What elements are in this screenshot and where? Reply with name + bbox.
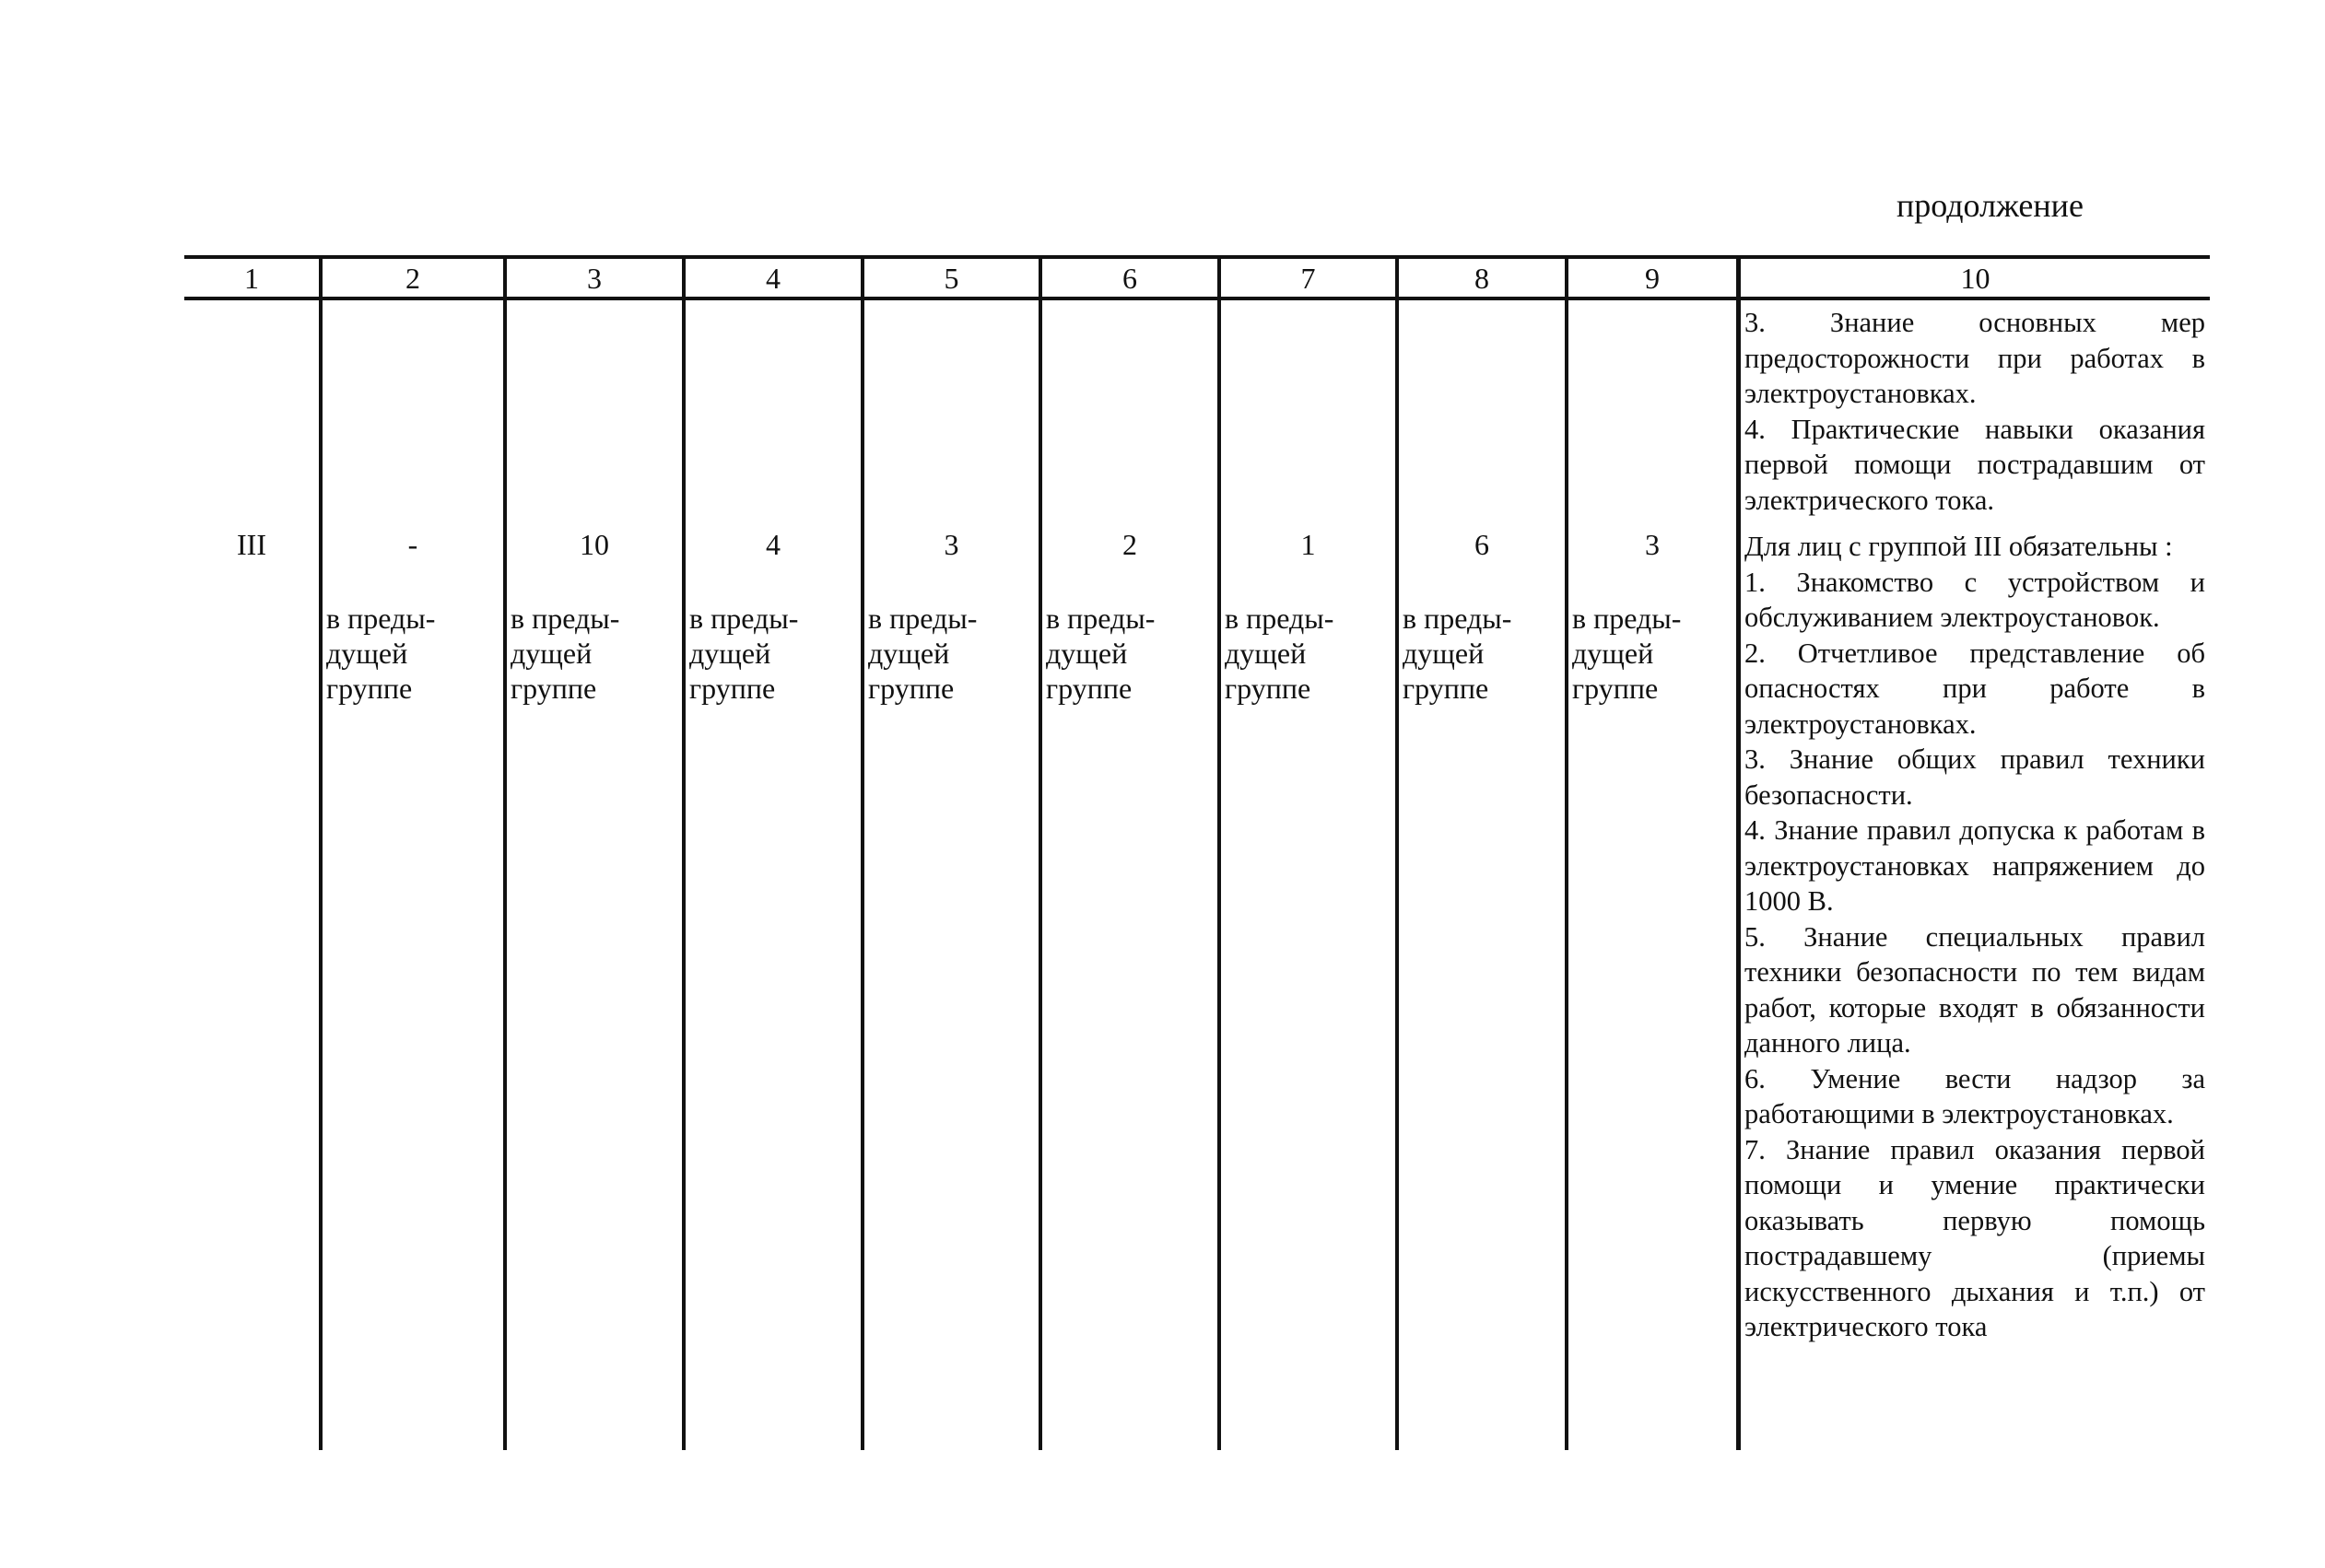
table-top-rule bbox=[184, 255, 2210, 259]
requirement-item: 3. Знание основных мер предосторожности при работах в электроустановках. bbox=[1744, 307, 2205, 409]
col10-group3-requirements bbox=[1744, 529, 2205, 1345]
col10-carryover-text bbox=[1744, 305, 2205, 518]
column-divider bbox=[1736, 257, 1741, 1450]
requirement-item: 4. Практические навыки оказания первой помощи пострадавшим от электрического тока. bbox=[1744, 413, 2205, 516]
requirement-item: 6. Умение вести надзор за работающими в электроустановках. bbox=[1744, 1062, 2205, 1129]
column-number: 9 bbox=[1645, 262, 1660, 295]
group-value: 2 bbox=[1122, 528, 1137, 561]
group-value: 3 bbox=[1645, 528, 1660, 561]
previous-group-note: в преды- дущей группе bbox=[1046, 602, 1156, 705]
column-number: 3 bbox=[587, 262, 602, 295]
previous-group-note: в преды- дущей группе bbox=[326, 602, 436, 705]
group-value: - bbox=[407, 528, 418, 561]
previous-group-note: в преды- дущей группе bbox=[1225, 602, 1334, 705]
column-divider bbox=[1217, 257, 1221, 1450]
column-divider bbox=[1565, 257, 1568, 1450]
column-divider bbox=[1039, 257, 1042, 1450]
previous-group-note: в преды- дущей группе bbox=[1572, 602, 1682, 705]
column-divider bbox=[861, 257, 864, 1450]
column-divider bbox=[682, 257, 686, 1450]
previous-group-note: в преды- дущей группе bbox=[511, 602, 620, 705]
requirement-item: 7. Знание правил оказания первой помощи и умение практически оказывать первую помощь пострадавшему (приемы искусственного дыхания и т.п.) от электрического тока bbox=[1744, 1133, 2205, 1342]
column-number: 6 bbox=[1122, 262, 1137, 295]
column-number: 8 bbox=[1474, 262, 1489, 295]
column-number: 1 bbox=[244, 262, 259, 295]
requirement-item: 4. Знание правил допуска к работам в электроустановках напряжением до 1000 В. bbox=[1744, 814, 2205, 917]
previous-group-note: в преды- дущей группе bbox=[689, 602, 799, 705]
requirement-item: 5. Знание специальных правил техники безопасности по тем видам работ, которые входят в обязанности данного лица. bbox=[1744, 920, 2205, 1059]
requirement-item: 1. Знакомство с устройством и обслуживанием электроустановок. bbox=[1744, 566, 2205, 633]
requirement-item: 3. Знание общих правил техники безопасности. bbox=[1744, 743, 2205, 811]
group-value: 4 bbox=[766, 528, 781, 561]
column-number: 7 bbox=[1300, 262, 1316, 295]
column-number: 4 bbox=[766, 262, 781, 295]
column-number: 2 bbox=[405, 262, 420, 295]
column-number: 5 bbox=[944, 262, 959, 295]
continuation-label: продолжение bbox=[1896, 187, 2084, 224]
previous-group-note: в преды- дущей группе bbox=[1403, 602, 1512, 705]
column-divider bbox=[319, 257, 323, 1450]
column-divider bbox=[1395, 257, 1399, 1450]
group-value: 10 bbox=[580, 528, 609, 561]
column-number: 10 bbox=[1960, 262, 1990, 295]
group-label: III bbox=[237, 528, 266, 561]
previous-group-note: в преды- дущей группе bbox=[868, 602, 978, 705]
requirement-item: 2. Отчетливое представление об опасностях при работе в электроустановках. bbox=[1744, 637, 2205, 740]
group-value: 6 bbox=[1474, 528, 1489, 561]
group-value: 3 bbox=[944, 528, 959, 561]
table-header-rule bbox=[184, 297, 2210, 300]
requirement-intro: Для лиц с группой III обязательны : bbox=[1744, 531, 2173, 562]
group-value: 1 bbox=[1300, 528, 1316, 561]
column-divider bbox=[503, 257, 507, 1450]
